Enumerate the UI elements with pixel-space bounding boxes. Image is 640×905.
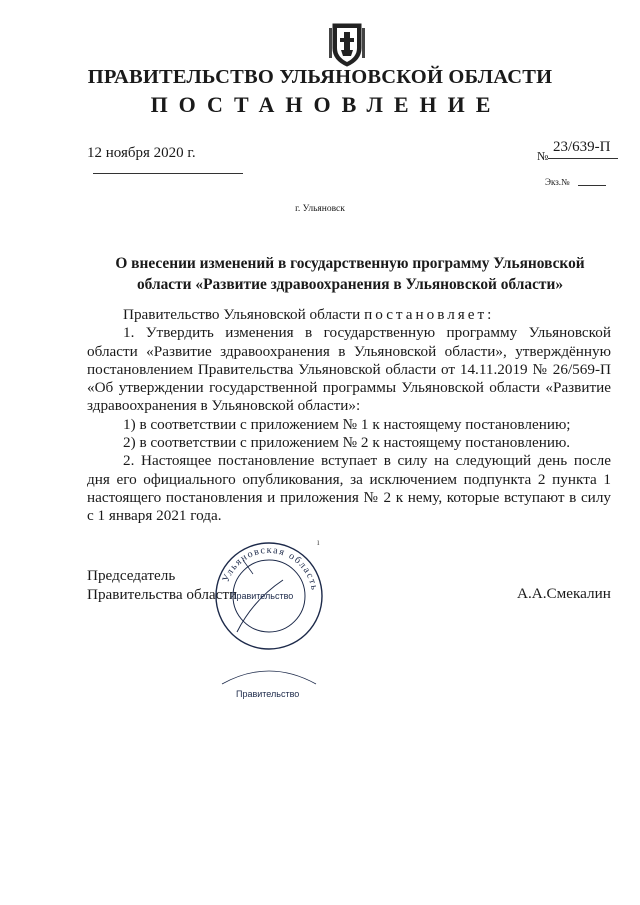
government-title: ПРАВИТЕЛЬСТВО УЛЬЯНОВСКОЙ ОБЛАСТИ [87,66,553,88]
number-sign: № [537,149,549,163]
seal-secondary-icon [218,654,320,690]
intro-paragraph [87,306,611,324]
copy-number-label: Экз.№ [545,177,570,187]
mark-tick: ı [317,537,320,547]
number-underline [548,158,618,159]
signatory-name: А.А.Смекалин [517,585,611,602]
document-number: 23/639-П [553,139,611,155]
coat-of-arms-icon [327,20,367,68]
date-underline [93,173,243,174]
document-date: 12 ноября 2020 г. [87,145,196,161]
intro-text: Правительство Ульяновской области [123,306,365,323]
seal-bottom-label: Правительство [236,689,300,699]
item-2: 2. Настоящее постановление вступает в силу на следующий день после дня его официального опубликования, за исключением подпункта 2 пункта 1 настоящего постановления и приложения № 2 к нему, которые вступают в силу с 1 января 2021 года. [87,452,611,525]
item-1-2: 2) в соответствии с приложением № 2 к настоящему постановлению. [123,434,571,452]
intro-verb: постановляет: [364,306,495,323]
item-1-1: 1) в соответствии с приложением № 1 к настоящему постановлению; [123,415,571,433]
seal-inner-label: Правительство [230,591,294,601]
position-line-1: Председатель [87,567,176,584]
city: г. Ульяновск [295,204,345,214]
copy-number-underline [578,185,606,186]
document-subject: О внесении изменений в государственную программу Ульяновской области «Развитие здравоохранения в Ульяновской области» [115,255,585,293]
item-1: 1. Утвердить изменения в государственную программу Ульяновской области «Развитие здравоохранения в Ульяновской области», утверждённую постановлением Правительства Ульяновской области от 14.11.2019 № 26/569-П «Об утверждении государственной программы Ульяновской области «Развитие здравоохранения в Ульяновской области»: [87,324,611,415]
position-line-2: Правительства области [87,585,238,603]
document-type: ПОСТАНОВЛЕНИЕ [150,92,502,117]
document-body [87,306,611,526]
svg-text:Ульяновская область: Ульяновская область [220,544,320,593]
